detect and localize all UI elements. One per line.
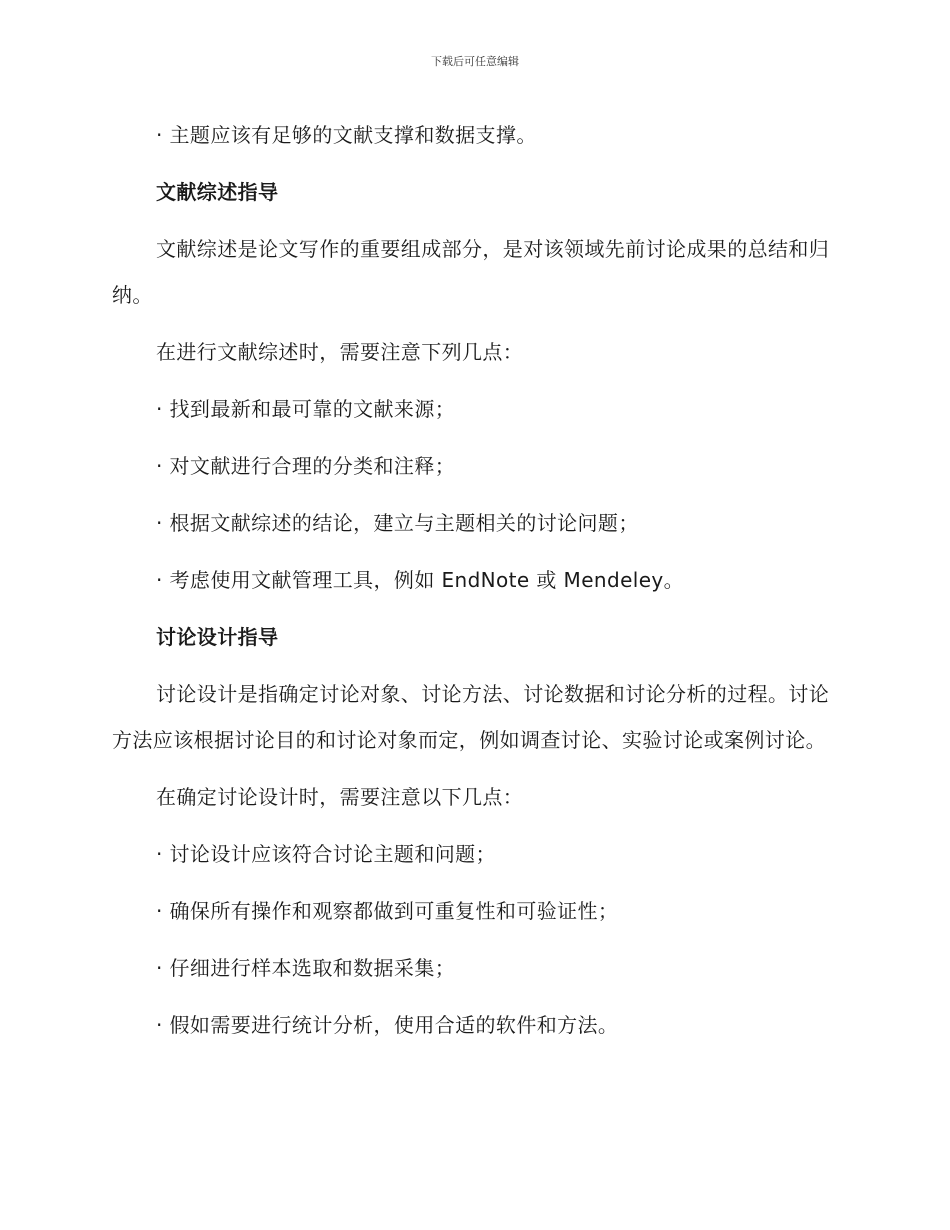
bullet-build-questions: · 根据文献综述的结论，建立与主题相关的讨论问题； <box>156 511 639 535</box>
page-header: 下载后可任意编辑 <box>431 55 519 68</box>
paragraph-discussion-design-intro: 讨论设计是指确定讨论对象、讨论方法、讨论数据和讨论分析的过程。讨论方法应该根据讨论目的和讨论对象而定，例如调查讨论、实验讨论或案例讨论。 <box>112 682 830 752</box>
bullet-latest-sources: · 找到最新和最可靠的文献来源； <box>156 397 456 421</box>
paragraph-discussion-design-notes: 在确定讨论设计时，需要注意以下几点： <box>156 785 524 809</box>
bullet-statistics: · 假如需要进行统计分析，使用合适的软件和方法。 <box>156 1013 619 1037</box>
bullet-reproducibility: · 确保所有操作和观察都做到可重复性和可验证性； <box>156 899 619 923</box>
paragraph-literature-review-intro: 文献综述是论文写作的重要组成部分，是对该领域先前讨论成果的总结和归纳。 <box>112 237 830 307</box>
document-body <box>112 112 832 1059</box>
bullet-classify-annotate: · 对文献进行合理的分类和注释； <box>156 454 456 478</box>
bullet-reference-tools: · 考虑使用文献管理工具，例如 EndNote 或 Mendeley。 <box>156 568 685 592</box>
heading-literature-review: 文献综述指导 <box>156 180 279 204</box>
bullet-fit-topic: · 讨论设计应该符合讨论主题和问题； <box>156 842 496 866</box>
bullet-sampling: · 仔细进行样本选取和数据采集； <box>156 956 456 980</box>
heading-discussion-design: 讨论设计指导 <box>156 625 279 649</box>
bullet-topic-support: · 主题应该有足够的文献支撑和数据支撑。 <box>156 123 537 147</box>
paragraph-literature-review-notes: 在进行文献综述时，需要注意下列几点： <box>156 340 524 364</box>
